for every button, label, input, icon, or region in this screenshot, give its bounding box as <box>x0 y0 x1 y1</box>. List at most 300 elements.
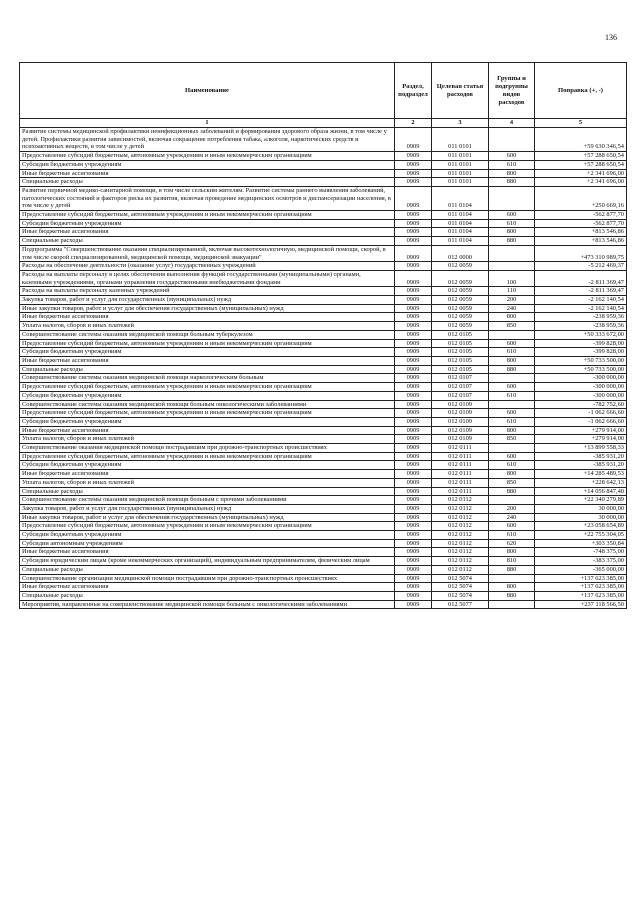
row-name: Иные бюджетные ассигнования <box>20 548 395 557</box>
row-section: 0909 <box>395 487 432 496</box>
row-name: Расходы на обеспечение деятельности (оказание услуг) государственных учреждений <box>20 262 395 271</box>
row-article: 012 0107 <box>432 383 489 392</box>
row-section: 0909 <box>395 400 432 409</box>
row-group: 800 <box>489 356 535 365</box>
column-number: 2 <box>395 119 432 128</box>
row-amendment: +59 630 346,54 <box>535 128 627 152</box>
row-name: Закупка товаров, работ и услуг для государственных (муниципальных) нужд <box>20 504 395 513</box>
row-section: 0909 <box>395 339 432 348</box>
row-article: 012 0107 <box>432 391 489 400</box>
row-section: 0909 <box>395 128 432 152</box>
row-name: Иные бюджетные ассигнования <box>20 470 395 479</box>
row-group: 800 <box>489 169 535 178</box>
row-group: 880 <box>489 178 535 187</box>
row-article: 012 0109 <box>432 400 489 409</box>
row-group: 200 <box>489 504 535 513</box>
row-amendment: -2 811 369,47 <box>535 270 627 286</box>
row-amendment: +22 340 279,89 <box>535 496 627 505</box>
table-row <box>20 417 627 426</box>
row-name: Иные бюджетные ассигнования <box>20 426 395 435</box>
table-row <box>20 522 627 531</box>
row-amendment: -238 959,36 <box>535 322 627 331</box>
column-number: 1 <box>20 119 395 128</box>
row-section: 0909 <box>395 160 432 169</box>
row-article: 011 0101 <box>432 160 489 169</box>
row-amendment: -2 162 140,54 <box>535 296 627 305</box>
row-article: 012 0111 <box>432 470 489 479</box>
row-amendment: -2 162 140,54 <box>535 304 627 313</box>
table-row <box>20 470 627 479</box>
row-group <box>489 186 535 210</box>
row-section: 0909 <box>395 296 432 305</box>
row-section: 0909 <box>395 262 432 271</box>
row-section: 0909 <box>395 391 432 400</box>
table-row <box>20 461 627 470</box>
row-group: 800 <box>489 470 535 479</box>
table-row <box>20 487 627 496</box>
table-row <box>20 169 627 178</box>
row-name: Специальные расходы <box>20 487 395 496</box>
table-row <box>20 262 627 271</box>
row-amendment: +473 310 989,75 <box>535 245 627 261</box>
table-row <box>20 186 627 210</box>
row-group: 110 <box>489 287 535 296</box>
row-name: Субсидии бюджетным учреждениям <box>20 461 395 470</box>
row-name: Подпрограмма "Совершенствование оказания специализированной, включая высокотехнологичную, медицинской помощи, скорой, в том числе скорой специализированной, медицинской помощи, медицинской эвакуации" <box>20 245 395 261</box>
row-article: 012 0111 <box>432 487 489 496</box>
row-group: 610 <box>489 391 535 400</box>
row-article: 011 0104 <box>432 228 489 237</box>
row-group: 240 <box>489 513 535 522</box>
row-group: 610 <box>489 160 535 169</box>
row-article: 012 0059 <box>432 304 489 313</box>
row-name: Предоставление субсидий бюджетным, автономным учреждениям и иным некоммерческим организациям <box>20 383 395 392</box>
row-amendment: -300 000,00 <box>535 374 627 383</box>
row-article: 012 0109 <box>432 417 489 426</box>
table-row <box>20 128 627 152</box>
table-row <box>20 496 627 505</box>
row-article: 012 0111 <box>432 478 489 487</box>
row-name: Предоставление субсидий бюджетным, автономным учреждениям и иным некоммерческим организациям <box>20 522 395 531</box>
row-article: 012 0112 <box>432 565 489 574</box>
row-article: 012 5077 <box>432 600 489 609</box>
column-number-row <box>20 119 627 128</box>
row-amendment: -300 000,00 <box>535 383 627 392</box>
row-amendment: +137 623 385,00 <box>535 591 627 600</box>
row-section: 0909 <box>395 348 432 357</box>
table-row <box>20 452 627 461</box>
table-row <box>20 513 627 522</box>
row-section: 0909 <box>395 152 432 161</box>
row-section: 0909 <box>395 461 432 470</box>
row-amendment: -562 877,70 <box>535 211 627 220</box>
row-name: Субсидии бюджетным учреждениям <box>20 348 395 357</box>
row-name: Субсидии бюджетным учреждениям <box>20 160 395 169</box>
row-group: 810 <box>489 557 535 566</box>
row-section: 0909 <box>395 237 432 246</box>
row-name: Иные бюджетные ассигнования <box>20 169 395 178</box>
row-section: 0909 <box>395 565 432 574</box>
row-section: 0909 <box>395 539 432 548</box>
table-row <box>20 504 627 513</box>
row-name: Совершенствование системы оказания медицинской помощи больным туберкулезом <box>20 330 395 339</box>
row-article: 011 0104 <box>432 186 489 210</box>
row-name: Развитие системы медицинской профилактики неинфекционных заболеваний и формирования здорового образа жизни, в том числе у детей. Профилактики развития зависимостей, включая сокращение потребления табака, алкоголя, наркотических средств и психоактивных веществ, в том числе у детей <box>20 128 395 152</box>
row-article: 012 0059 <box>432 287 489 296</box>
budget-amendments-table <box>19 62 627 609</box>
row-name: Предоставление субсидий бюджетным, автономным учреждениям и иным некоммерческим организациям <box>20 409 395 418</box>
row-group: 880 <box>489 487 535 496</box>
row-name: Субсидии автономным учреждениям <box>20 539 395 548</box>
row-name: Субсидии бюджетным учреждениям <box>20 417 395 426</box>
table-row <box>20 228 627 237</box>
row-article: 012 0109 <box>432 426 489 435</box>
row-article: 012 0059 <box>432 270 489 286</box>
row-name: Иные закупки товаров, работ и услуг для обеспечения государственных (муниципальных) нужд <box>20 513 395 522</box>
row-amendment: +303 350,84 <box>535 539 627 548</box>
row-amendment: +50 733 500,00 <box>535 356 627 365</box>
row-group <box>489 496 535 505</box>
row-article: 012 0000 <box>432 245 489 261</box>
row-article: 012 0109 <box>432 435 489 444</box>
row-section: 0909 <box>395 452 432 461</box>
row-group <box>489 245 535 261</box>
row-section: 0909 <box>395 313 432 322</box>
row-group <box>489 330 535 339</box>
table-row <box>20 478 627 487</box>
row-amendment: -562 877,70 <box>535 219 627 228</box>
row-name: Уплата налогов, сборов и иных платежей <box>20 435 395 444</box>
row-group: 600 <box>489 522 535 531</box>
table-row <box>20 426 627 435</box>
row-group <box>489 262 535 271</box>
row-name: Совершенствование системы оказания медицинской помощи больным с прочими заболеваниями <box>20 496 395 505</box>
row-amendment: 30 000,00 <box>535 504 627 513</box>
row-section: 0909 <box>395 435 432 444</box>
row-group: 850 <box>489 478 535 487</box>
row-section: 0909 <box>395 374 432 383</box>
row-article: 012 0112 <box>432 531 489 540</box>
row-amendment: +250 669,16 <box>535 186 627 210</box>
row-amendment: 30 000,00 <box>535 513 627 522</box>
row-amendment: +237 118 566,50 <box>535 600 627 609</box>
row-name: Специальные расходы <box>20 237 395 246</box>
table-row <box>20 339 627 348</box>
row-section: 0909 <box>395 211 432 220</box>
header-amendment: Поправка (+, -) <box>535 63 627 119</box>
table-row <box>20 539 627 548</box>
row-section: 0909 <box>395 591 432 600</box>
row-name: Иные бюджетные ассигнования <box>20 356 395 365</box>
row-name: Специальные расходы <box>20 178 395 187</box>
row-name: Мероприятия, направленные на совершенствование медицинской помощи больным с онкологическими заболеваниями <box>20 600 395 609</box>
row-amendment: +50 733 500,00 <box>535 365 627 374</box>
row-name: Иные бюджетные ассигнования <box>20 228 395 237</box>
table-row <box>20 391 627 400</box>
row-name: Иные бюджетные ассигнования <box>20 583 395 592</box>
row-amendment: -1 062 666,60 <box>535 417 627 426</box>
row-article: 011 0104 <box>432 219 489 228</box>
table-row <box>20 245 627 261</box>
row-section: 0909 <box>395 330 432 339</box>
row-group: 600 <box>489 152 535 161</box>
row-amendment: -383 375,00 <box>535 557 627 566</box>
row-article: 012 0105 <box>432 348 489 357</box>
row-section: 0909 <box>395 270 432 286</box>
row-article: 012 5074 <box>432 591 489 600</box>
row-amendment: +813 546,86 <box>535 228 627 237</box>
table-row <box>20 348 627 357</box>
header-group: Группы и подгруппы видов расходов <box>489 63 535 119</box>
row-amendment: +57 288 650,54 <box>535 160 627 169</box>
row-article: 011 0101 <box>432 128 489 152</box>
table-row <box>20 374 627 383</box>
table-row <box>20 219 627 228</box>
table-row <box>20 296 627 305</box>
table-row <box>20 330 627 339</box>
row-group: 610 <box>489 348 535 357</box>
row-article: 012 0111 <box>432 461 489 470</box>
row-name: Предоставление субсидий бюджетным, автономным учреждениям и иным некоммерческим организациям <box>20 452 395 461</box>
table-row <box>20 178 627 187</box>
row-group: 240 <box>489 304 535 313</box>
table-row <box>20 322 627 331</box>
table-row <box>20 211 627 220</box>
row-article: 012 0112 <box>432 504 489 513</box>
row-group: 850 <box>489 322 535 331</box>
row-amendment: -399 828,00 <box>535 339 627 348</box>
row-article: 012 0105 <box>432 330 489 339</box>
column-number: 4 <box>489 119 535 128</box>
row-group: 850 <box>489 435 535 444</box>
column-number: 3 <box>432 119 489 128</box>
row-article: 012 5074 <box>432 574 489 583</box>
table-row <box>20 435 627 444</box>
row-name: Специальные расходы <box>20 565 395 574</box>
table-row <box>20 356 627 365</box>
table-row <box>20 237 627 246</box>
row-name: Развитие первичной медико-санитарной помощи, в том числе сельским жителям. Развитие системы раннего выявления заболеваний, патологических состояний и факторов риска их развития, включая проведение медицинских осмотров и диспансеризации населения, в том числе у детей <box>20 186 395 210</box>
row-section: 0909 <box>395 531 432 540</box>
row-name: Совершенствование оказания медицинской помощи пострадавшим при дорожно-транспортных происшествиях <box>20 444 395 453</box>
column-number: 5 <box>535 119 627 128</box>
row-article: 012 0112 <box>432 557 489 566</box>
row-article: 012 5074 <box>432 583 489 592</box>
row-section: 0909 <box>395 186 432 210</box>
table-row <box>20 557 627 566</box>
row-name: Предоставление субсидий бюджетным, автономным учреждениям и иным некоммерческим организациям <box>20 339 395 348</box>
row-name: Специальные расходы <box>20 591 395 600</box>
row-amendment: +279 914,00 <box>535 426 627 435</box>
row-name: Расходы на выплаты персоналу казенных учреждений <box>20 287 395 296</box>
header-name: Наименование <box>20 63 395 119</box>
row-name: Субсидии юридическим лицам (кроме некоммерческих организаций), индивидуальным предпринимателям, физическим лицам <box>20 557 395 566</box>
table-row <box>20 583 627 592</box>
header-section: Раздел, подраздел <box>395 63 432 119</box>
row-article: 011 0101 <box>432 169 489 178</box>
row-article: 012 0112 <box>432 496 489 505</box>
row-article: 012 0105 <box>432 339 489 348</box>
table-row <box>20 444 627 453</box>
row-name: Субсидии бюджетным учреждениям <box>20 531 395 540</box>
row-group: 880 <box>489 591 535 600</box>
row-section: 0909 <box>395 228 432 237</box>
row-article: 011 0104 <box>432 237 489 246</box>
row-group: 800 <box>489 548 535 557</box>
row-group: 880 <box>489 237 535 246</box>
row-amendment: -365 000,00 <box>535 565 627 574</box>
row-section: 0909 <box>395 478 432 487</box>
row-section: 0909 <box>395 574 432 583</box>
header-article: Целевая статья расходов <box>432 63 489 119</box>
row-group: 600 <box>489 211 535 220</box>
row-amendment: -5 212 469,37 <box>535 262 627 271</box>
row-section: 0909 <box>395 383 432 392</box>
row-section: 0909 <box>395 219 432 228</box>
row-group <box>489 574 535 583</box>
row-section: 0909 <box>395 287 432 296</box>
row-name: Субсидии бюджетным учреждениям <box>20 219 395 228</box>
table-row <box>20 591 627 600</box>
row-section: 0909 <box>395 548 432 557</box>
table-row <box>20 548 627 557</box>
row-group: 600 <box>489 409 535 418</box>
row-amendment: +279 914,00 <box>535 435 627 444</box>
table-row <box>20 565 627 574</box>
row-amendment: +14 056 847,40 <box>535 487 627 496</box>
row-group: 600 <box>489 383 535 392</box>
row-group <box>489 128 535 152</box>
table-row <box>20 313 627 322</box>
row-group: 610 <box>489 417 535 426</box>
row-amendment: +50 333 672,00 <box>535 330 627 339</box>
row-group: 800 <box>489 583 535 592</box>
row-name: Совершенствование организации медицинской помощи пострадавшим при дорожно-транспортных происшествиях <box>20 574 395 583</box>
row-section: 0909 <box>395 600 432 609</box>
row-name: Субсидии бюджетным учреждениям <box>20 391 395 400</box>
row-article: 012 0111 <box>432 452 489 461</box>
row-article: 012 0059 <box>432 313 489 322</box>
row-section: 0909 <box>395 583 432 592</box>
row-group: 880 <box>489 565 535 574</box>
row-group <box>489 374 535 383</box>
row-name: Совершенствование системы оказания медицинской помощи наркологическим больным <box>20 374 395 383</box>
table-row <box>20 304 627 313</box>
row-article: 012 0112 <box>432 548 489 557</box>
row-name: Специальные расходы <box>20 365 395 374</box>
row-name: Предоставление субсидий бюджетным, автономным учреждениям и иным некоммерческим организациям <box>20 211 395 220</box>
row-amendment: +2 341 696,00 <box>535 169 627 178</box>
row-section: 0909 <box>395 169 432 178</box>
row-section: 0909 <box>395 409 432 418</box>
row-name: Расходы на выплаты персоналу в целях обеспечения выполнения функций государственными (муниципальными) органами, казенными учреждениями, органами управления государственными внебюджетными фондами <box>20 270 395 286</box>
row-section: 0909 <box>395 504 432 513</box>
row-section: 0909 <box>395 557 432 566</box>
row-section: 0909 <box>395 304 432 313</box>
row-article: 012 0059 <box>432 262 489 271</box>
row-amendment: -399 828,00 <box>535 348 627 357</box>
row-section: 0909 <box>395 365 432 374</box>
row-section: 0909 <box>395 426 432 435</box>
row-article: 012 0109 <box>432 409 489 418</box>
table-row <box>20 287 627 296</box>
row-amendment: +14 285 489,53 <box>535 470 627 479</box>
page-number: 136 <box>605 33 617 42</box>
row-group: 610 <box>489 531 535 540</box>
table-row <box>20 160 627 169</box>
table-row <box>20 600 627 609</box>
row-name: Уплата налогов, сборов и иных платежей <box>20 322 395 331</box>
row-group: 200 <box>489 296 535 305</box>
row-section: 0909 <box>395 522 432 531</box>
row-article: 011 0101 <box>432 152 489 161</box>
row-section: 0909 <box>395 417 432 426</box>
row-name: Предоставление субсидий бюджетным, автономным учреждениям и иным некоммерческим организациям <box>20 152 395 161</box>
row-amendment: +228 642,13 <box>535 478 627 487</box>
row-article: 012 0107 <box>432 374 489 383</box>
row-amendment: -1 062 666,60 <box>535 409 627 418</box>
row-group <box>489 400 535 409</box>
row-section: 0909 <box>395 356 432 365</box>
row-amendment: +23 058 654,89 <box>535 522 627 531</box>
table-row <box>20 383 627 392</box>
row-group: 600 <box>489 339 535 348</box>
row-group: 610 <box>489 219 535 228</box>
row-amendment: -385 931,20 <box>535 461 627 470</box>
row-group <box>489 600 535 609</box>
row-article: 012 0059 <box>432 296 489 305</box>
row-section: 0909 <box>395 245 432 261</box>
row-amendment: -300 000,00 <box>535 391 627 400</box>
table-row <box>20 531 627 540</box>
row-group: 600 <box>489 452 535 461</box>
row-amendment: -748 375,00 <box>535 548 627 557</box>
row-group: 800 <box>489 228 535 237</box>
table-row <box>20 270 627 286</box>
row-article: 012 0059 <box>432 322 489 331</box>
row-article: 011 0104 <box>432 211 489 220</box>
row-name: Закупка товаров, работ и услуг для государственных (муниципальных) нужд <box>20 296 395 305</box>
row-amendment: +22 755 304,05 <box>535 531 627 540</box>
row-amendment: +57 288 650,54 <box>535 152 627 161</box>
row-amendment: -782 752,60 <box>535 400 627 409</box>
row-group <box>489 444 535 453</box>
row-amendment: -238 959,36 <box>535 313 627 322</box>
row-section: 0909 <box>395 444 432 453</box>
row-amendment: +13 899 558,33 <box>535 444 627 453</box>
row-amendment: -2 811 369,47 <box>535 287 627 296</box>
row-name: Уплата налогов, сборов и иных платежей <box>20 478 395 487</box>
row-amendment: +2 341 696,00 <box>535 178 627 187</box>
row-amendment: +137 623 385,00 <box>535 574 627 583</box>
table-row <box>20 152 627 161</box>
row-article: 012 0112 <box>432 522 489 531</box>
row-article: 012 0112 <box>432 513 489 522</box>
row-amendment: +137 623 385,00 <box>535 583 627 592</box>
row-group: 800 <box>489 313 535 322</box>
row-amendment: -385 931,20 <box>535 452 627 461</box>
row-article: 011 0101 <box>432 178 489 187</box>
row-section: 0909 <box>395 496 432 505</box>
table-row <box>20 574 627 583</box>
row-group: 610 <box>489 461 535 470</box>
table-row <box>20 365 627 374</box>
row-name: Иные бюджетные ассигнования <box>20 313 395 322</box>
table-row <box>20 409 627 418</box>
row-article: 012 0111 <box>432 444 489 453</box>
row-name: Совершенствование системы оказания медицинской помощи больным онкологическими заболеваниями <box>20 400 395 409</box>
row-group: 620 <box>489 539 535 548</box>
